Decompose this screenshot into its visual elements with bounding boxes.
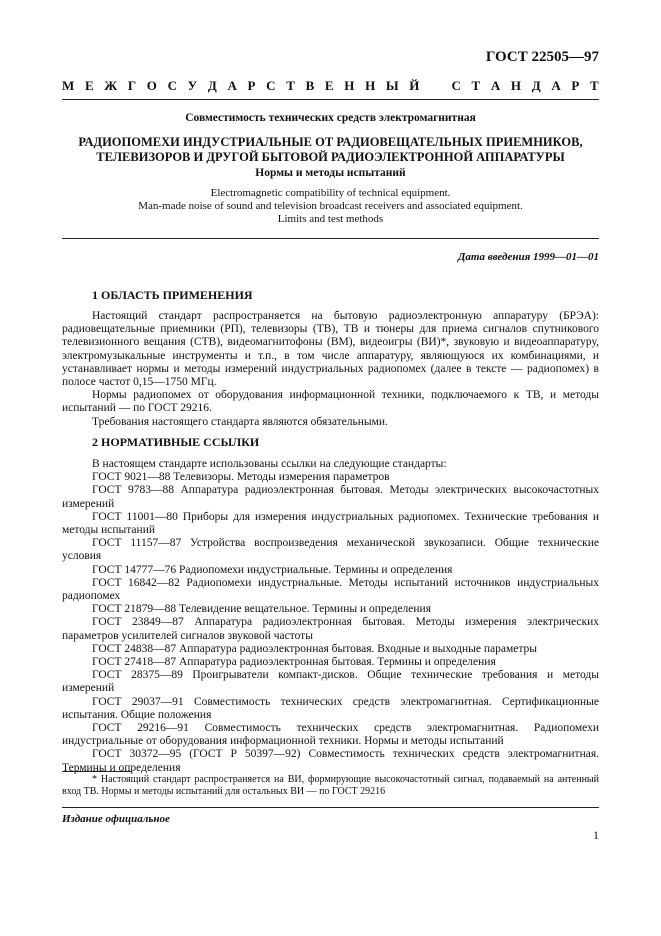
banner-letter: Е — [324, 78, 334, 93]
reference-item: ГОСТ 21879—88 Телевидение вещательное. Термины и определения — [92, 603, 431, 616]
section-1-body — [62, 310, 599, 429]
english-title-line: Man-made noise of sound and television broadcast receivers and associated equipment. — [138, 200, 523, 212]
banner-letter: Д — [207, 78, 217, 93]
paragraph: Нормы радиопомех от оборудования информационной техники, подключаемого к ТВ, и методы испытаний — по ГОСТ 29216. — [62, 389, 599, 415]
reference-item: ГОСТ 11001—80 Приборы для измерения индустриальных радиопомех. Технические требования и методы испытаний — [62, 510, 599, 537]
banner-letter: Ы — [385, 78, 399, 93]
reference-item: ГОСТ 16842—82 Радиопомехи индустриальные. Методы испытаний источников индустриальных радиопомех — [62, 576, 599, 603]
reference-item: ГОСТ 27418—87 Аппаратура радиоэлектронная бытовая. Термины и определения — [92, 656, 496, 669]
interstate-standard-banner — [62, 78, 599, 94]
reference-item: ГОСТ 14777—76 Радиопомехи индустриальные. Термины и определения — [92, 563, 453, 576]
banner-letter: С — [266, 78, 276, 93]
reference-item: ГОСТ 24838—87 Аппаратура радиоэлектронная бытовая. Входные и выходные параметры — [92, 642, 537, 655]
reference-item: ГОСТ 28375—89 Проигрыватели компакт-дисков. Общие технические требования и методы измерений — [62, 669, 599, 695]
paragraph: Настоящий стандарт распространяется на бытовую радиоэлектронную аппаратуру (БРЭА): радиовещательные приемники (РП), телевизоры (ТВ), ТВ и тюнеры для приема сигналов спутникового телевизионного вещания (СТВ), видеомагнитофоны (ВМ), видеоигры (ВИ)*, звуковую и видеоаппаратуру, электромузыкальные инструменты и т.п., в том числе аппаратуру, являющуюся их комбинациями, и устанавливает нормы и методы измерений индустриальных радиопомех (далее в тексте — радиопомех) в полосе частот 0,15—1750 МГц. — [62, 310, 599, 389]
banner-letter: С — [451, 78, 461, 93]
banner-letter: Н — [365, 78, 376, 93]
banner-letter: Н — [510, 78, 522, 93]
paragraph: Требования настоящего стандарта являются обязательными. — [92, 415, 388, 428]
references-list — [62, 458, 599, 775]
section-2-heading: 2 НОРМАТИВНЫЕ ССЫЛКИ — [92, 435, 260, 449]
banner-letter: Ж — [104, 78, 118, 93]
banner-letter: Н — [344, 78, 355, 93]
document-title: РАДИОПОМЕХИ ИНДУСТРИАЛЬНЫЕ ОТ РАДИОВЕЩАТЕЛЬНЫХ ПРИЕМНИКОВ, ТЕЛЕВИЗОРОВ И ДРУГОЙ БЫТОВОЙ РАДИОЭЛЕКТРОННОЙ АППАРАТУРЫ — [78, 135, 583, 164]
footnote — [62, 774, 599, 798]
english-title-line: Limits and test methods — [277, 213, 384, 225]
banner-letter: Д — [531, 78, 541, 93]
page-number: 1 — [593, 828, 599, 842]
banner-letter: Г — [127, 78, 137, 93]
reference-item: ГОСТ 9021—88 Телевизоры. Методы измерения параметров — [92, 471, 390, 484]
banner-letter: Р — [571, 78, 580, 93]
footnote-text: * Настоящий стандарт распространяется на ВИ, формирующие высокочастотный сигнал, подаваемый на антенный вход ТВ. Нормы и методы испытаний для остальных ВИ — по ГОСТ 29216 — [62, 774, 599, 797]
banner-letter: Р — [247, 78, 256, 93]
document-subtitle: Нормы и методы испытаний — [255, 167, 406, 179]
banner-letter: О — [146, 78, 157, 93]
banner-letter: А — [227, 78, 237, 93]
reference-item: ГОСТ 30372—95 (ГОСТ Р 50397—92) Совместимость технических средств электромагнитная. Термины и определения — [62, 748, 599, 774]
banner-letter: А — [551, 78, 561, 93]
effective-date: Дата введения 1999—01—01 — [457, 251, 599, 263]
reference-item: ГОСТ 29037—91 Совместимость технических средств электромагнитная. Сертификационные испытания. Общие положения — [62, 695, 599, 721]
compatibility-heading: Совместимость технических средств электромагнитная — [185, 112, 476, 124]
official-edition-label: Издание официальное — [62, 813, 170, 825]
footnote-divider — [62, 771, 132, 772]
reference-item: ГОСТ 29216—91 Совместимость технических средств электромагнитная. Радиопомехи индустриальные от оборудования информационной техники. Нормы и методы испытаний — [62, 722, 599, 748]
banner-letter: С — [167, 78, 177, 93]
reference-item: ГОСТ 9783—88 Аппаратура радиоэлектронная бытовая. Методы электрических высокочастотных измерений — [62, 484, 599, 510]
section-1-heading: 1 ОБЛАСТЬ ПРИМЕНЕНИЯ — [92, 288, 253, 302]
title-divider — [62, 238, 599, 239]
reference-item: ГОСТ 11157—87 Устройства воспроизведения механической звукозаписи. Общие технические условия — [62, 537, 599, 563]
document-number: ГОСТ 22505—97 — [485, 49, 599, 65]
banner-letter: В — [305, 78, 315, 93]
banner-letter: Й — [409, 78, 420, 93]
banner-letter: У — [187, 78, 198, 93]
banner-letter: Т — [590, 78, 599, 93]
english-title-line: Electromagnetic compatibility of technical equipment. — [210, 187, 451, 199]
banner-letter: Т — [471, 78, 481, 93]
banner-letter: М — [62, 78, 75, 93]
references-intro: В настоящем стандарте использованы ссылки на следующие стандарты: — [92, 458, 447, 470]
header-divider — [62, 99, 599, 100]
banner-letter: Е — [84, 78, 94, 93]
banner-letter: А — [490, 78, 501, 93]
banner-letter: Т — [286, 78, 295, 93]
footer-divider — [62, 807, 599, 808]
reference-item: ГОСТ 23849—87 Аппаратура радиоэлектронная бытовая. Методы измерения электрических параметров усилителей сигналов звуковой частоты — [62, 616, 599, 642]
english-title — [62, 187, 599, 226]
